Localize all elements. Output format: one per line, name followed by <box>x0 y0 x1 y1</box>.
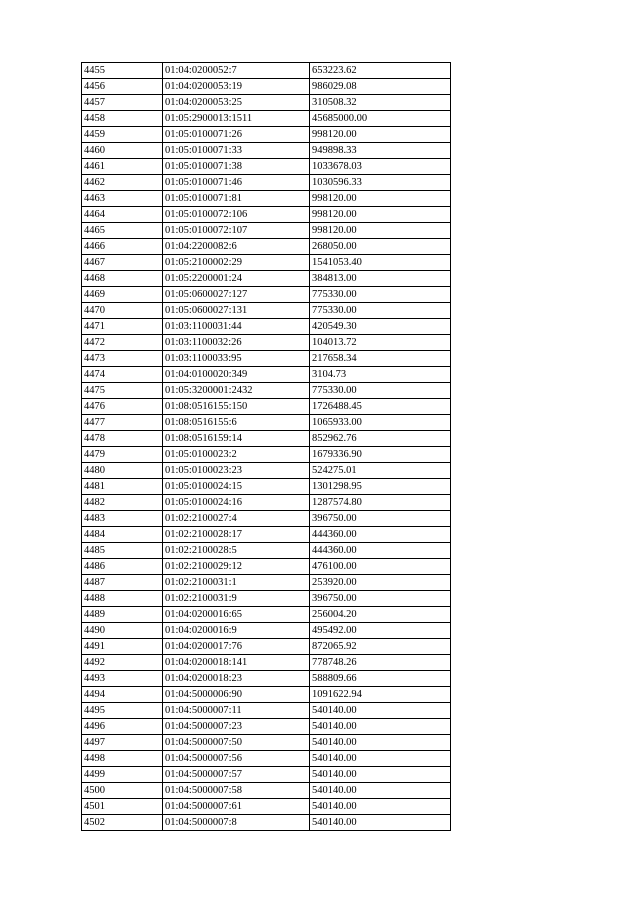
row-number-cell: 4459 <box>82 127 163 143</box>
cadastral-number-cell: 01:02:2100031:1 <box>163 575 310 591</box>
row-number-cell: 4489 <box>82 607 163 623</box>
row-number-cell: 4481 <box>82 479 163 495</box>
value-cell: 540140.00 <box>310 735 451 751</box>
table-row <box>82 159 451 175</box>
value-cell: 396750.00 <box>310 511 451 527</box>
table-row <box>82 815 451 831</box>
cadastral-number-cell: 01:04:0200017:76 <box>163 639 310 655</box>
row-number-cell: 4467 <box>82 255 163 271</box>
table-row <box>82 623 451 639</box>
table-row <box>82 783 451 799</box>
row-number-cell: 4492 <box>82 655 163 671</box>
cadastral-number-cell: 01:05:0100024:16 <box>163 495 310 511</box>
cadastral-number-cell: 01:05:0100071:26 <box>163 127 310 143</box>
table-row <box>82 655 451 671</box>
table-row <box>82 543 451 559</box>
cadastral-number-cell: 01:04:5000006:90 <box>163 687 310 703</box>
row-number-cell: 4465 <box>82 223 163 239</box>
data-table <box>81 62 451 831</box>
value-cell: 540140.00 <box>310 719 451 735</box>
table-row <box>82 687 451 703</box>
table-row <box>82 111 451 127</box>
value-cell: 588809.66 <box>310 671 451 687</box>
value-cell: 540140.00 <box>310 751 451 767</box>
row-number-cell: 4471 <box>82 319 163 335</box>
cadastral-number-cell: 01:04:5000007:11 <box>163 703 310 719</box>
cadastral-number-cell: 01:04:0200053:25 <box>163 95 310 111</box>
value-cell: 775330.00 <box>310 287 451 303</box>
value-cell: 540140.00 <box>310 703 451 719</box>
row-number-cell: 4455 <box>82 63 163 79</box>
value-cell: 396750.00 <box>310 591 451 607</box>
table-row <box>82 431 451 447</box>
row-number-cell: 4500 <box>82 783 163 799</box>
table-row <box>82 79 451 95</box>
value-cell: 775330.00 <box>310 383 451 399</box>
cadastral-number-cell: 01:05:0100071:38 <box>163 159 310 175</box>
row-number-cell: 4497 <box>82 735 163 751</box>
row-number-cell: 4486 <box>82 559 163 575</box>
table-row <box>82 511 451 527</box>
cadastral-number-cell: 01:04:0100020:349 <box>163 367 310 383</box>
table-row <box>82 239 451 255</box>
value-cell: 217658.34 <box>310 351 451 367</box>
row-number-cell: 4477 <box>82 415 163 431</box>
row-number-cell: 4490 <box>82 623 163 639</box>
row-number-cell: 4462 <box>82 175 163 191</box>
cadastral-number-cell: 01:05:0100024:15 <box>163 479 310 495</box>
cadastral-number-cell: 01:05:3200001:2432 <box>163 383 310 399</box>
table-row <box>82 175 451 191</box>
cadastral-number-cell: 01:02:2100031:9 <box>163 591 310 607</box>
row-number-cell: 4460 <box>82 143 163 159</box>
value-cell: 1679336.90 <box>310 447 451 463</box>
table-row <box>82 127 451 143</box>
table-row <box>82 575 451 591</box>
cadastral-number-cell: 01:05:0100071:33 <box>163 143 310 159</box>
row-number-cell: 4499 <box>82 767 163 783</box>
value-cell: 872065.92 <box>310 639 451 655</box>
value-cell: 852962.76 <box>310 431 451 447</box>
value-cell: 268050.00 <box>310 239 451 255</box>
table-row <box>82 767 451 783</box>
value-cell: 998120.00 <box>310 127 451 143</box>
cadastral-number-cell: 01:02:2100027:4 <box>163 511 310 527</box>
table-row <box>82 527 451 543</box>
row-number-cell: 4482 <box>82 495 163 511</box>
row-number-cell: 4488 <box>82 591 163 607</box>
cadastral-number-cell: 01:04:5000007:23 <box>163 719 310 735</box>
cadastral-number-cell: 01:03:1100033:95 <box>163 351 310 367</box>
cadastral-number-cell: 01:05:0600027:131 <box>163 303 310 319</box>
cadastral-number-cell: 01:08:0516155:6 <box>163 415 310 431</box>
cadastral-number-cell: 01:02:2100028:5 <box>163 543 310 559</box>
table-row <box>82 607 451 623</box>
cadastral-number-cell: 01:04:5000007:50 <box>163 735 310 751</box>
value-cell: 45685000.00 <box>310 111 451 127</box>
value-cell: 998120.00 <box>310 191 451 207</box>
cadastral-number-cell: 01:05:0100072:107 <box>163 223 310 239</box>
cadastral-number-cell: 01:04:2200082:6 <box>163 239 310 255</box>
cadastral-number-cell: 01:05:0100023:2 <box>163 447 310 463</box>
value-cell: 986029.08 <box>310 79 451 95</box>
row-number-cell: 4501 <box>82 799 163 815</box>
row-number-cell: 4493 <box>82 671 163 687</box>
table-row <box>82 399 451 415</box>
value-cell: 540140.00 <box>310 799 451 815</box>
table-body <box>82 63 451 831</box>
row-number-cell: 4470 <box>82 303 163 319</box>
value-cell: 540140.00 <box>310 767 451 783</box>
row-number-cell: 4476 <box>82 399 163 415</box>
row-number-cell: 4464 <box>82 207 163 223</box>
row-number-cell: 4474 <box>82 367 163 383</box>
table-row <box>82 383 451 399</box>
table-row <box>82 287 451 303</box>
value-cell: 256004.20 <box>310 607 451 623</box>
cadastral-number-cell: 01:02:2100029:12 <box>163 559 310 575</box>
cadastral-number-cell: 01:03:1100032:26 <box>163 335 310 351</box>
row-number-cell: 4483 <box>82 511 163 527</box>
table-row <box>82 367 451 383</box>
table-row <box>82 703 451 719</box>
table-row <box>82 95 451 111</box>
value-cell: 653223.62 <box>310 63 451 79</box>
table-row <box>82 319 451 335</box>
table-row <box>82 143 451 159</box>
table-row <box>82 639 451 655</box>
row-number-cell: 4496 <box>82 719 163 735</box>
row-number-cell: 4475 <box>82 383 163 399</box>
table-row <box>82 495 451 511</box>
row-number-cell: 4468 <box>82 271 163 287</box>
value-cell: 310508.32 <box>310 95 451 111</box>
row-number-cell: 4502 <box>82 815 163 831</box>
row-number-cell: 4495 <box>82 703 163 719</box>
table-row <box>82 735 451 751</box>
value-cell: 1726488.45 <box>310 399 451 415</box>
cadastral-number-cell: 01:05:0100071:81 <box>163 191 310 207</box>
table-row <box>82 447 451 463</box>
row-number-cell: 4463 <box>82 191 163 207</box>
value-cell: 540140.00 <box>310 815 451 831</box>
row-number-cell: 4498 <box>82 751 163 767</box>
value-cell: 1065933.00 <box>310 415 451 431</box>
value-cell: 775330.00 <box>310 303 451 319</box>
cadastral-number-cell: 01:04:5000007:57 <box>163 767 310 783</box>
value-cell: 998120.00 <box>310 207 451 223</box>
value-cell: 444360.00 <box>310 527 451 543</box>
value-cell: 1541053.40 <box>310 255 451 271</box>
table-row <box>82 255 451 271</box>
value-cell: 3104.73 <box>310 367 451 383</box>
cadastral-number-cell: 01:04:0200016:65 <box>163 607 310 623</box>
row-number-cell: 4472 <box>82 335 163 351</box>
cadastral-number-cell: 01:05:0100072:106 <box>163 207 310 223</box>
row-number-cell: 4494 <box>82 687 163 703</box>
table-row <box>82 303 451 319</box>
cadastral-number-cell: 01:04:5000007:58 <box>163 783 310 799</box>
cadastral-number-cell: 01:05:0100071:46 <box>163 175 310 191</box>
value-cell: 384813.00 <box>310 271 451 287</box>
cadastral-number-cell: 01:04:5000007:61 <box>163 799 310 815</box>
cadastral-number-cell: 01:04:5000007:8 <box>163 815 310 831</box>
cadastral-number-cell: 01:05:0600027:127 <box>163 287 310 303</box>
row-number-cell: 4487 <box>82 575 163 591</box>
row-number-cell: 4461 <box>82 159 163 175</box>
table-row <box>82 271 451 287</box>
row-number-cell: 4473 <box>82 351 163 367</box>
cadastral-number-cell: 01:08:0516159:14 <box>163 431 310 447</box>
value-cell: 495492.00 <box>310 623 451 639</box>
table-row <box>82 719 451 735</box>
cadastral-number-cell: 01:03:1100031:44 <box>163 319 310 335</box>
value-cell: 1030596.33 <box>310 175 451 191</box>
cadastral-number-cell: 01:04:0200053:19 <box>163 79 310 95</box>
cadastral-number-cell: 01:05:0100023:23 <box>163 463 310 479</box>
table-row <box>82 671 451 687</box>
value-cell: 540140.00 <box>310 783 451 799</box>
value-cell: 1287574.80 <box>310 495 451 511</box>
value-cell: 1301298.95 <box>310 479 451 495</box>
row-number-cell: 4469 <box>82 287 163 303</box>
value-cell: 1091622.94 <box>310 687 451 703</box>
table-row <box>82 463 451 479</box>
row-number-cell: 4479 <box>82 447 163 463</box>
table-row <box>82 207 451 223</box>
value-cell: 420549.30 <box>310 319 451 335</box>
row-number-cell: 4478 <box>82 431 163 447</box>
table-row <box>82 63 451 79</box>
table-row <box>82 415 451 431</box>
value-cell: 1033678.03 <box>310 159 451 175</box>
row-number-cell: 4466 <box>82 239 163 255</box>
row-number-cell: 4485 <box>82 543 163 559</box>
cadastral-number-cell: 01:04:0200018:23 <box>163 671 310 687</box>
cadastral-number-cell: 01:04:0200016:9 <box>163 623 310 639</box>
value-cell: 998120.00 <box>310 223 451 239</box>
table-row <box>82 799 451 815</box>
row-number-cell: 4457 <box>82 95 163 111</box>
table-row <box>82 751 451 767</box>
cadastral-number-cell: 01:04:5000007:56 <box>163 751 310 767</box>
table-row <box>82 559 451 575</box>
value-cell: 253920.00 <box>310 575 451 591</box>
value-cell: 476100.00 <box>310 559 451 575</box>
table-row <box>82 351 451 367</box>
value-cell: 524275.01 <box>310 463 451 479</box>
row-number-cell: 4456 <box>82 79 163 95</box>
cadastral-number-cell: 01:04:0200018:141 <box>163 655 310 671</box>
value-cell: 444360.00 <box>310 543 451 559</box>
value-cell: 778748.26 <box>310 655 451 671</box>
row-number-cell: 4458 <box>82 111 163 127</box>
cadastral-number-cell: 01:05:2900013:1511 <box>163 111 310 127</box>
cadastral-number-cell: 01:08:0516155:150 <box>163 399 310 415</box>
row-number-cell: 4484 <box>82 527 163 543</box>
cadastral-number-cell: 01:05:2100002:29 <box>163 255 310 271</box>
cadastral-number-cell: 01:02:2100028:17 <box>163 527 310 543</box>
table-row <box>82 223 451 239</box>
table-row <box>82 479 451 495</box>
table-row <box>82 335 451 351</box>
value-cell: 104013.72 <box>310 335 451 351</box>
table-row <box>82 591 451 607</box>
row-number-cell: 4491 <box>82 639 163 655</box>
value-cell: 949898.33 <box>310 143 451 159</box>
cadastral-number-cell: 01:05:2200001:24 <box>163 271 310 287</box>
row-number-cell: 4480 <box>82 463 163 479</box>
cadastral-number-cell: 01:04:0200052:7 <box>163 63 310 79</box>
table-row <box>82 191 451 207</box>
